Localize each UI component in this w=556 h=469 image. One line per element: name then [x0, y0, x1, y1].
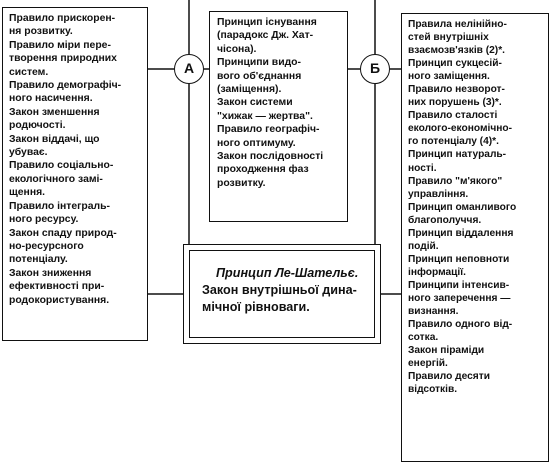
- left-law-item: [9, 267, 144, 307]
- middle-principle-item: [217, 16, 344, 56]
- middle-principles-box: [209, 11, 348, 222]
- circle-node-a: [174, 54, 204, 84]
- middle-principle-text: Закон системи "хижак — жертва".: [217, 97, 313, 122]
- right-rule-text: Принцип неповноти інформації.: [408, 253, 510, 278]
- right-rule-item: [408, 227, 545, 253]
- right-rule-item: [408, 344, 545, 370]
- left-law-item: [9, 106, 144, 133]
- right-rule-item: [408, 279, 545, 318]
- right-rule-item: [408, 57, 545, 83]
- right-rule-text: Принцип сукцесій- ного заміщення.: [408, 58, 502, 83]
- right-rule-item: [408, 318, 545, 344]
- right-rule-item: [408, 253, 545, 279]
- right-rule-text: Принцип натураль- ності.: [408, 149, 507, 174]
- middle-principle-item: [217, 123, 344, 150]
- middle-principle-item: [217, 96, 344, 123]
- right-rules-list: [408, 18, 545, 396]
- left-law-item: [9, 39, 144, 79]
- middle-principles-list: [217, 16, 344, 190]
- middle-principle-text: Правило географіч- ного оптимуму.: [217, 124, 320, 149]
- left-law-item: [9, 227, 144, 267]
- middle-principle-text: Принципи видо- вого об'єднання (заміщення).: [217, 57, 302, 96]
- right-rule-text: Правила нелінійно- стей внутрішніх взаємозв'язків (2)*.: [408, 19, 507, 57]
- middle-principle-item: [217, 150, 344, 190]
- left-law-text: Закон віддачі, що убуває.: [9, 133, 100, 159]
- left-laws-list: [9, 12, 144, 307]
- central-principle-box: [183, 244, 381, 344]
- left-law-item: [9, 12, 144, 39]
- middle-principle-text: Закон послідовності проходження фаз розвитку.: [217, 151, 324, 189]
- right-rule-text: Принципи інтенсив- ного заперечення — визнання.: [408, 279, 511, 318]
- right-rule-text: Принцип оманливого благополуччя.: [408, 201, 517, 226]
- middle-principle-text: Принцип існування (парадокс Дж. Хат- чісона).: [217, 17, 317, 55]
- left-law-item: [9, 133, 144, 160]
- left-law-text: Правило демографіч- ного насичення.: [9, 80, 122, 105]
- left-law-item: [9, 79, 144, 106]
- right-rule-item: [408, 109, 545, 148]
- right-rule-item: [408, 83, 545, 109]
- right-rule-text: Правило "м'якого" управління.: [408, 175, 503, 200]
- right-rule-text: Принцип віддалення подій.: [408, 227, 514, 252]
- left-law-text: Закон спаду природ- но-ресурсного потенціалу.: [9, 227, 117, 266]
- right-rule-item: [408, 18, 545, 57]
- circle-node-b: [360, 54, 390, 84]
- right-rule-text: Правило одного від- сотка.: [408, 319, 513, 344]
- circle-a-label: А: [183, 60, 195, 76]
- left-law-text: Закон зниження ефективності при- родокористування.: [9, 267, 110, 306]
- left-law-text: Закон зменшення родючості.: [9, 106, 100, 132]
- left-laws-box: [2, 7, 148, 341]
- central-principle-subtitle: Закон внутрішньої дина- мічної рівноваги.: [202, 283, 357, 314]
- left-law-text: Правило інтеграль- ного ресурсу.: [9, 200, 110, 226]
- right-rule-item: [408, 201, 545, 227]
- right-rule-item: [408, 370, 545, 396]
- middle-principle-item: [217, 56, 344, 96]
- right-rule-text: Правило сталості eколого-економічно- го потенціалу (4)*.: [408, 110, 513, 148]
- central-principle-inner-frame: [189, 250, 375, 338]
- left-law-text: Правило прискорен- ня розвитку.: [9, 13, 116, 38]
- left-law-text: Правило соціально- екологічного замі- щення.: [9, 160, 114, 199]
- central-principle-title: Принцип Ле-Шательє.: [216, 266, 359, 280]
- right-rule-text: Закон піраміди енергій.: [408, 345, 485, 370]
- left-law-text: Правило міри пере- творення природних систем.: [9, 39, 117, 78]
- left-law-item: [9, 200, 144, 227]
- right-rule-text: Правило десяти відсотків.: [408, 371, 490, 396]
- circle-b-label: Б: [369, 60, 381, 76]
- right-rule-item: [408, 148, 545, 174]
- right-rules-box: [401, 13, 549, 462]
- right-rule-text: Правило незворот- них порушень (3)*.: [408, 84, 505, 109]
- left-law-item: [9, 159, 144, 199]
- right-rule-item: [408, 175, 545, 201]
